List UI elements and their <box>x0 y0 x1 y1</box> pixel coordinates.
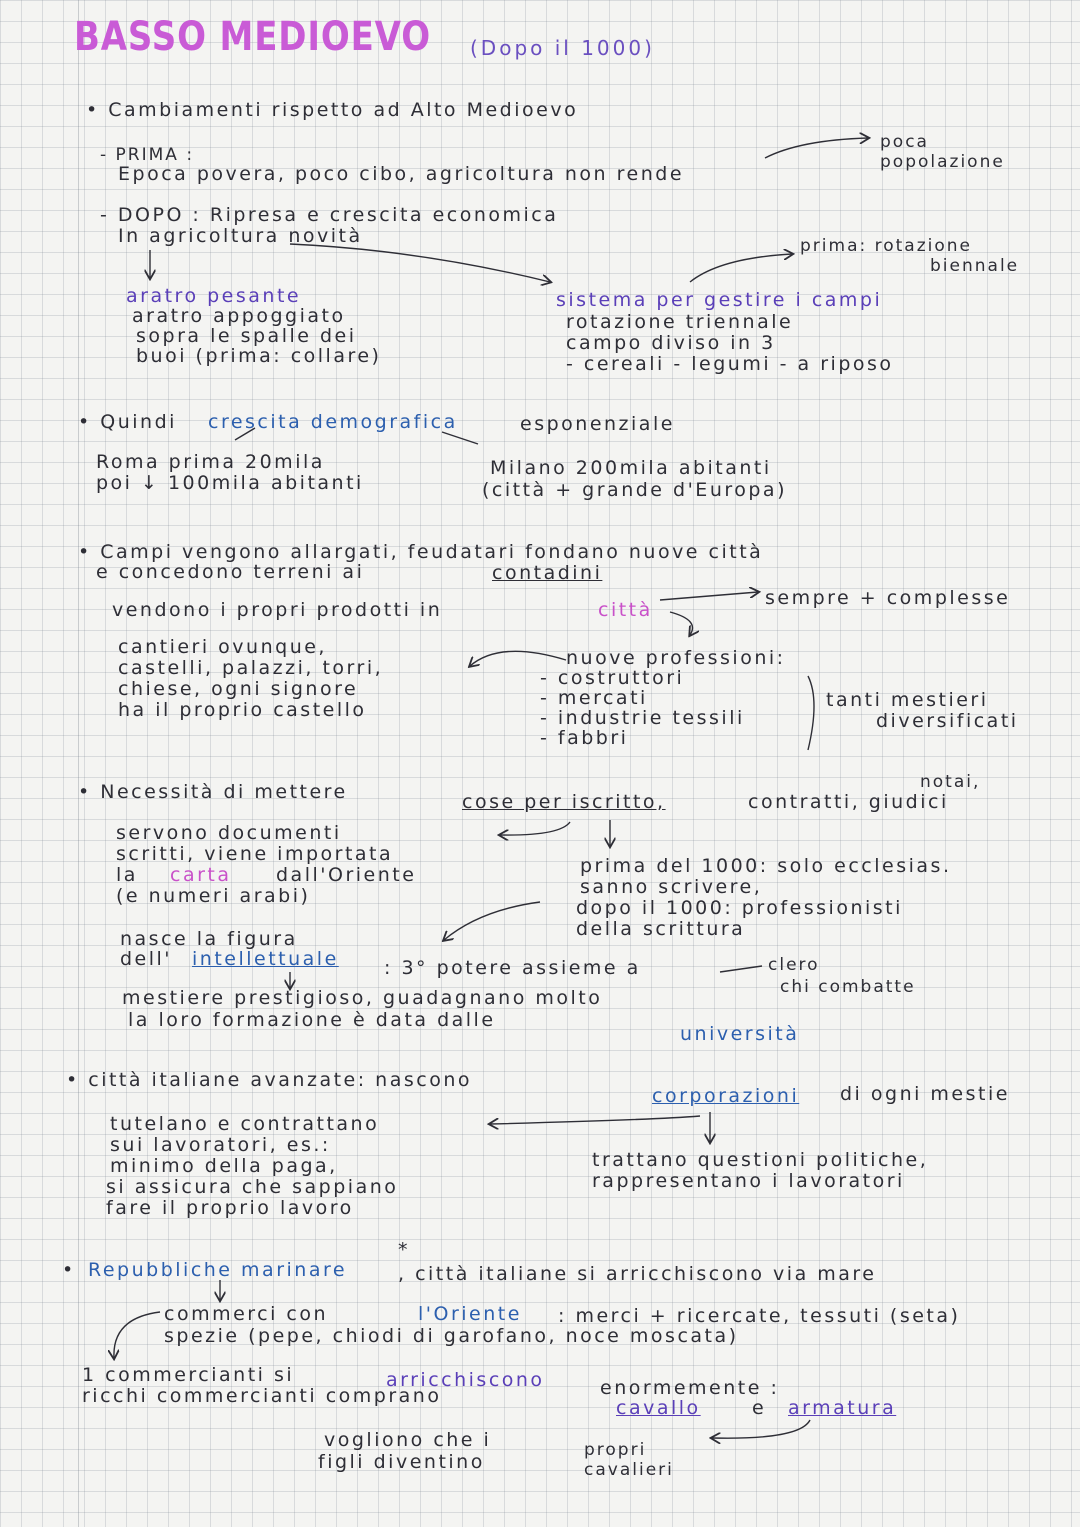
s6-figli: figli diventino <box>318 1451 485 1473</box>
arrow-tutelano <box>490 1116 700 1124</box>
s6-arricchiscono: arricchiscono <box>386 1369 545 1391</box>
s3-vendono: vendono i propri prodotti in <box>112 599 443 621</box>
arrow-nuove-professioni <box>670 612 693 635</box>
stroke-clero <box>720 966 762 972</box>
s5-ogni-mestiere: di ogni mestie <box>840 1083 1010 1105</box>
s2-esponenziale: esponenziale <box>520 413 675 435</box>
s6-repubbliche-marinare: Repubbliche marinare <box>88 1259 348 1281</box>
s6-enormemente: enormemente : <box>600 1377 780 1399</box>
s4-chi-combatte: chi combatte <box>780 977 916 997</box>
s3-tanti-mestieri: tanti mestieri <box>826 689 989 711</box>
s2-milano-2: (città + grande d'Europa) <box>482 479 787 501</box>
s3-sempre: sempre + complesse <box>765 587 1011 609</box>
s1-rotazione-triennale: rotazione triennale <box>566 311 794 333</box>
arrow-sempre <box>660 592 758 600</box>
s3-line-1: • Campi vengono allargati, feudatari fondano nuove città <box>78 541 764 563</box>
s1-colture: - cereali - legumi - a riposo <box>566 353 894 375</box>
s3-line-2: e concedono terreni ai <box>96 561 365 583</box>
arrow-commercianti <box>114 1312 160 1358</box>
s4-della-scrittura: della scrittura <box>576 918 746 940</box>
s4-cose-per-iscritto: cose per iscritto, <box>462 791 666 813</box>
s4-notai: notai, <box>920 772 981 792</box>
arrow-nasce <box>444 902 540 940</box>
s1-prima-rotazione: prima: rotazione <box>800 236 972 256</box>
s6-e: e <box>752 1397 767 1419</box>
s3-cantieri-3: chiese, ogni signore <box>118 678 359 700</box>
s5-proprio-lavoro: fare il proprio lavoro <box>106 1197 354 1219</box>
s6-propri: propri <box>584 1440 647 1460</box>
s6-star: * <box>398 1239 410 1261</box>
s4-carta: carta <box>170 864 232 886</box>
notebook-margin <box>78 0 79 1527</box>
page-title: BASSO MEDIOEVO <box>74 14 431 60</box>
s2-crescita-demografica: crescita demografica <box>208 411 458 433</box>
s4-intellettuale: intellettuale <box>192 948 339 970</box>
s4-servono-2: scritti, viene importata <box>116 843 394 865</box>
s4-formazione: la loro formazione è data dalle <box>128 1009 496 1031</box>
s4-servono-3a: la <box>116 864 138 886</box>
s6-citta-arricchiscono: , città italiane si arricchiscono via mare <box>398 1263 877 1285</box>
s4-servono-1: servono documenti <box>116 822 342 844</box>
s4-universita: università <box>680 1023 800 1045</box>
s5-corporazioni: corporazioni <box>652 1085 800 1107</box>
s6-merci: : merci + ricercate, tessuti (seta) <box>558 1305 961 1327</box>
s6-spezie: spezie (pepe, chiodi di garofano, noce moscata) <box>164 1325 739 1347</box>
s4-terzo-potere: : 3° potere assieme a <box>384 957 641 979</box>
s3-prof-industrie: - industrie tessili <box>540 707 745 729</box>
s3-diversificati: diversificati <box>876 710 1019 732</box>
s1-aratro-3: sopra le spalle dei <box>136 325 357 347</box>
s1-sistema: sistema per gestire i campi <box>556 289 883 311</box>
s1-dopo: - DOPO : Ripresa e crescita economica <box>100 204 559 226</box>
s2-milano-1: Milano 200mila abitanti <box>490 457 772 479</box>
s4-clero: clero <box>768 955 820 975</box>
s1-poca: poca <box>880 132 929 152</box>
arrow-servono <box>500 822 570 835</box>
s6-bullet: • <box>62 1259 76 1281</box>
s6-commerci: commerci con <box>164 1303 329 1325</box>
s3-cantieri-2: castelli, palazzi, torri, <box>118 657 384 679</box>
s1-biennale: biennale <box>930 256 1020 276</box>
s6-vogliono: vogliono che i <box>324 1429 492 1451</box>
s6-oriente: l'Oriente <box>418 1303 522 1325</box>
s4-prima-1000: prima del 1000: solo ecclesias. <box>580 855 952 877</box>
s5-rappresentano: rappresentano i lavoratori <box>592 1170 905 1192</box>
s1-agricoltura: In agricoltura novità <box>118 225 363 247</box>
stroke-milano <box>442 432 478 444</box>
s4-nasce: nasce la figura <box>120 928 298 950</box>
brace-professioni <box>808 676 814 750</box>
page-subtitle: (Dopo il 1000) <box>470 36 655 60</box>
arrow-cantieri <box>470 651 566 666</box>
s1-prima-text: Epoca povera, poco cibo, agricoltura non rende <box>118 163 685 185</box>
arrow-poca-popolazione <box>765 138 868 158</box>
s6-cavallo: cavallo <box>616 1397 701 1419</box>
s3-nuove-professioni: nuove professioni: <box>566 647 786 669</box>
s1-aratro-4: buoi (prima: collare) <box>136 345 382 367</box>
s5-lavoratori: sui lavoratori, es.: <box>110 1134 331 1156</box>
s3-citta: città <box>598 599 653 621</box>
s5-line-1: • città italiane avanzate: nascono <box>66 1069 472 1091</box>
s6-cavalieri: cavalieri <box>584 1460 674 1480</box>
s6-armatura: armatura <box>788 1397 897 1419</box>
arrow-sistema <box>290 244 550 282</box>
s3-prof-mercati: - mercati <box>540 687 648 709</box>
s2-roma-2: poi ↓ 100mila abitanti <box>96 472 364 494</box>
s3-prof-costruttori: - costruttori <box>540 667 685 689</box>
s4-mestiere: mestiere prestigioso, guadagnano molto <box>122 987 603 1009</box>
s5-minimo-paga: minimo della paga, <box>110 1155 338 1177</box>
s1-popolazione: popolazione <box>880 152 1005 172</box>
s6-ricchi-comprano: ricchi commercianti comprano <box>82 1385 442 1407</box>
s1-heading: • Cambiamenti rispetto ad Alto Medioevo <box>86 99 579 121</box>
s2-roma-1: Roma prima 20mila <box>96 451 325 473</box>
s6-commercianti: 1 commercianti si <box>82 1364 295 1386</box>
s1-campo-diviso: campo diviso in 3 <box>566 332 776 354</box>
arrow-prima-rotazione <box>690 254 792 282</box>
s1-prima-label: - PRIMA : <box>100 145 195 165</box>
arrow-cavalieri <box>712 1420 810 1438</box>
s1-aratro-2: aratro appoggiato <box>132 305 346 327</box>
s3-cantieri-4: ha il proprio castello <box>118 699 367 721</box>
s1-aratro-pesante: aratro pesante <box>126 285 302 307</box>
s5-assicura: si assicura che sappiano <box>106 1176 399 1198</box>
s4-servono-4: (e numeri arabi) <box>116 885 311 907</box>
s3-cantieri-1: cantieri ovunque, <box>118 636 327 658</box>
s4-dell: dell' <box>120 948 173 970</box>
s4-dopo-1000: dopo il 1000: professionisti <box>576 897 903 919</box>
s3-prof-fabbri: - fabbri <box>540 727 629 749</box>
s4-servono-3b: dall'Oriente <box>276 864 417 886</box>
s4-necessita: • Necessità di mettere <box>78 781 348 803</box>
s4-sanno-scrivere: sanno scrivere, <box>580 876 763 898</box>
s3-contadini: contadini <box>492 562 603 584</box>
s5-tutelano: tutelano e contrattano <box>110 1113 380 1135</box>
s5-trattano: trattano questioni politiche, <box>592 1149 929 1171</box>
s2-quindi: • Quindi <box>78 411 177 433</box>
s4-contratti: contratti, giudici <box>748 791 949 813</box>
